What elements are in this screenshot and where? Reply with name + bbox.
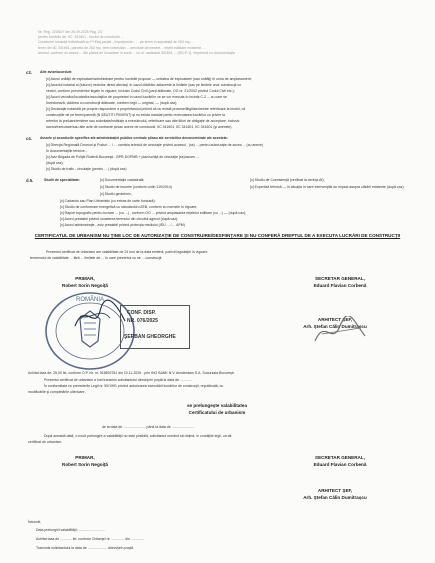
- validity-text: Prezentul certificat de urbanism are valabilitate de 24 luni de la data emiterii, potrivit legislaţiei în vigoare.: [46, 250, 209, 254]
- primar-name: Robert Sorin Negoiţă: [62, 283, 108, 288]
- handwritten-signature: [310, 316, 370, 350]
- header-line: Nr. Reg. 32084/7 din 26.09.2025 Pag. 2/2: [38, 30, 103, 34]
- transmission-text: Prezentul certificat de urbanism a fost transmis solicitantului direct/prin poştă la data de ............: [44, 378, 192, 382]
- primar-title: PRIMAR,: [75, 455, 95, 460]
- certificate-title: CERTIFICATUL DE URBANISM NU ŢINE LOC DE AUTORIZAŢIE DE CONSTRUIRE/DESFIINŢARE ŞI NU CONFERĂ DREPTUL DE A EXECUTA LUCRĂRI DE CONSTRUCŢII: [34, 233, 401, 238]
- footer-line: Data prelungirii valabilităţii: ...........................: [36, 528, 105, 532]
- primar-title: PRIMAR,: [75, 276, 95, 281]
- list-item: [x] Raport topografic pentru lucrare ... (cu ...) , conform OG ... privind amplasarea reţelelor edilitare (cu ...) — (după caz);: [60, 211, 246, 215]
- secretar-title: SECRETAR GENERAL,: [315, 455, 365, 460]
- section-title: Avizele şi acordurile specifice ale administraţiei publice centrale şi/sau ale serviciilor deconcentrate ale acesteia:: [40, 136, 228, 140]
- list-item: [x] Declaraţie notarială pe proprie răspundere a proprietarului privind că nu există procese/litigii/sechestre referitoare la imobil, că: [46, 107, 246, 111]
- list-item: vecinii, conform prevederilor legale în vigoare, inclusiv Codul Civil (parţi alăturate, OG nr. 21/2002 privind Codul Civil etc.);: [46, 89, 235, 93]
- list-item: [x] Expertiză tehnică — în situaţia în care intervenţiile au impact asupra clădirii existente (după caz);: [250, 185, 405, 189]
- secretar-name: Eduard Flavian Corbenă: [313, 283, 367, 288]
- list-item: referitor la preluare/emitere sau autoritate/instituţie a executivului, referitoare sau alte titluri de obligaţie de acceptare, inclusiv: [46, 119, 240, 123]
- extension-heading: se prelungeşte valabilitatea: [187, 403, 247, 408]
- header-line: pentru lucrările de: IIC. 341601 - lucrări de construire ...: [38, 35, 124, 39]
- validity-text: termenului de valabilitate ... fără ... limitele de ... în care prezentul nu se ... construcţii.: [30, 256, 163, 260]
- section-label: c3.: [26, 70, 32, 75]
- section-title: Alte avize/acorduri:: [40, 70, 73, 74]
- copy-stamp: [120, 305, 190, 349]
- extension-note: certificat de urbanism.: [28, 440, 63, 444]
- footer-line: Transmis solicitantului la data de .................... direct/prin poştă.: [36, 546, 134, 550]
- arhitect-title: ARHITECT ŞEF,: [317, 488, 353, 493]
- list-item: învecinează, clădirea cu construcţii alăturate, conform legii — original, — (după caz);: [46, 101, 178, 105]
- arhitect-name: Arh. Ştefan Călin Dumitraşcu: [303, 495, 367, 500]
- list-item: [x] Studiu de Coexistenţă (verificat la cerinţa Af);: [250, 178, 325, 182]
- header-line: Construire locuinţă individuală cu P+Etaj parţial - împrejmuire - ... pe teren în suprafaţă de 263 mp...: [38, 40, 193, 44]
- section-label: d.5.: [26, 178, 34, 183]
- list-item: [x] Avizul unităţii de exploatare/administrare pentru lucrările propuse — unitatea de exploatare/ (sau unităţi) în zona de amplasament;: [46, 77, 252, 81]
- list-item: lucrari/executare/sau alte acte de contracte şi/sau anexe de constructii, IIC 341601, IIC 341601, IIC 341601 (şi anexele).: [46, 125, 233, 129]
- list-item: [x] Acord vecinilor/locatarilor/asociaţiilor de proprietari în cazul lucrărilor ce se vor executa în incinta C.2 ... cu care se: [46, 95, 227, 99]
- list-item: [x] Studiu de insorire (conform ordin 119/2014): [100, 185, 172, 189]
- secretar-name: Eduard Flavian Corbenă: [313, 462, 367, 467]
- list-item: [x] Cadastru sau Plan Urbanistic (cu extras de carte funciară);: [60, 199, 156, 203]
- list-item: [x] Documentaţie cadastrală;: [100, 178, 145, 182]
- list-item: [x] Acord administraţie - aviz prealabil privind protecţia mediului (ISU ... / ... APM): [60, 223, 185, 227]
- stamp-line: NR. 076/2025: [127, 318, 158, 324]
- extension-subheading: Certificatului de urbanism: [188, 410, 246, 415]
- svg-text:ROMÂNIA: ROMÂNIA: [75, 297, 105, 303]
- header-line: drumul, conform cu anexa ... din planul de încadrare în zonă ... cu nr. cadastral 341601 ... (NS-P-1), împreună cu documentaţia: [38, 51, 235, 55]
- list-item: [x] Acord prealabil privind scoaterea terenului din circuitul agricol (după caz);: [60, 217, 179, 221]
- footer-line: Întocmit,: [28, 520, 42, 524]
- list-item: [x] Studiu de conformare energetică cu standardul nZEB, conform cu normele în vigoare;: [60, 205, 198, 209]
- transmission-text: modificările şi completările ulterioare,: [28, 390, 86, 394]
- fee-text: Achitat taxa de: 25,00 lei, conform O.P. Nr. nr. 916892781 din 10.11.2025 - prin ING BANK N.V. Amsterdam S.A. Sucursala Bucureşti.: [28, 371, 235, 375]
- list-item: [x] Studiu de trafic - circulaţie (pentru ... ) (după caz): [46, 167, 127, 171]
- list-item: (după caz);: [46, 161, 64, 165]
- list-item: [x] Studiu geotehnic;: [100, 192, 132, 196]
- primar-name: Robert Sorin Negoiţă: [62, 462, 108, 467]
- list-item: în documentaţiile tehnice...: [46, 149, 88, 153]
- section-title: Studii de specialitate:: [44, 178, 80, 182]
- list-item: construcţiile de pe teren/parcelă (N SEUTITI PIIVIENT) şi nu exista mandat pentru executarea lucrărilor cu privire la: [46, 113, 225, 117]
- extension-period: de la data de ....................... până la data de .......................: [102, 425, 195, 429]
- stamp-line: CONF. DISP.: [127, 310, 156, 316]
- secretar-title: SECRETAR GENERAL,: [315, 276, 365, 281]
- list-item: [x] Acordul notarial al (tuturor) vecinilor direct afectaţi, în cazul clădirilor adiacente la limitele (sau pe limitele unor construcţii cu: [46, 83, 242, 87]
- transmission-text: În conformitate cu prevederile Legii nr. 50/1991 privind autorizarea executării lucrărilor de construcţii, republicată, cu: [44, 384, 224, 388]
- arhitect-name: Arh. Ştefan Călin Dumitraşcu: [303, 324, 367, 329]
- extension-note: După această dată, o nouă prelungire a valabilităţii nu este posibilă, solicitantul urmând să obţină, în condiţiile legii, un alt: [44, 434, 232, 438]
- arhitect-title: ARHITECT ŞEF,: [317, 317, 353, 322]
- footer-line: Achitat taxa de ............ lei, conform Chitanţei nr. ............. din ..............: [36, 537, 145, 541]
- stamp-line: ŞERBAN GHEORGHE: [124, 334, 176, 340]
- header-line: teren din IIC 341601, parcela de 263 mp, teren intravilan ... servitute de trecere... reţele edilitare existente ...: [38, 46, 206, 50]
- section-label: c4.: [26, 136, 32, 141]
- list-item: [x] Aviz Brigada de Poliţie Rutieră Bucureşti - BPR-DGPMB + plan/schiţă de circulaţie (ss)/acces ...: [46, 155, 199, 159]
- list-item: [x] Direcţia Regională Drumuri şi Poduri ... / ... comisia tehnică de circulaţie privind accesul - (ss) ... pentru autorizaţie de acces ... (cu anexe): [46, 143, 264, 147]
